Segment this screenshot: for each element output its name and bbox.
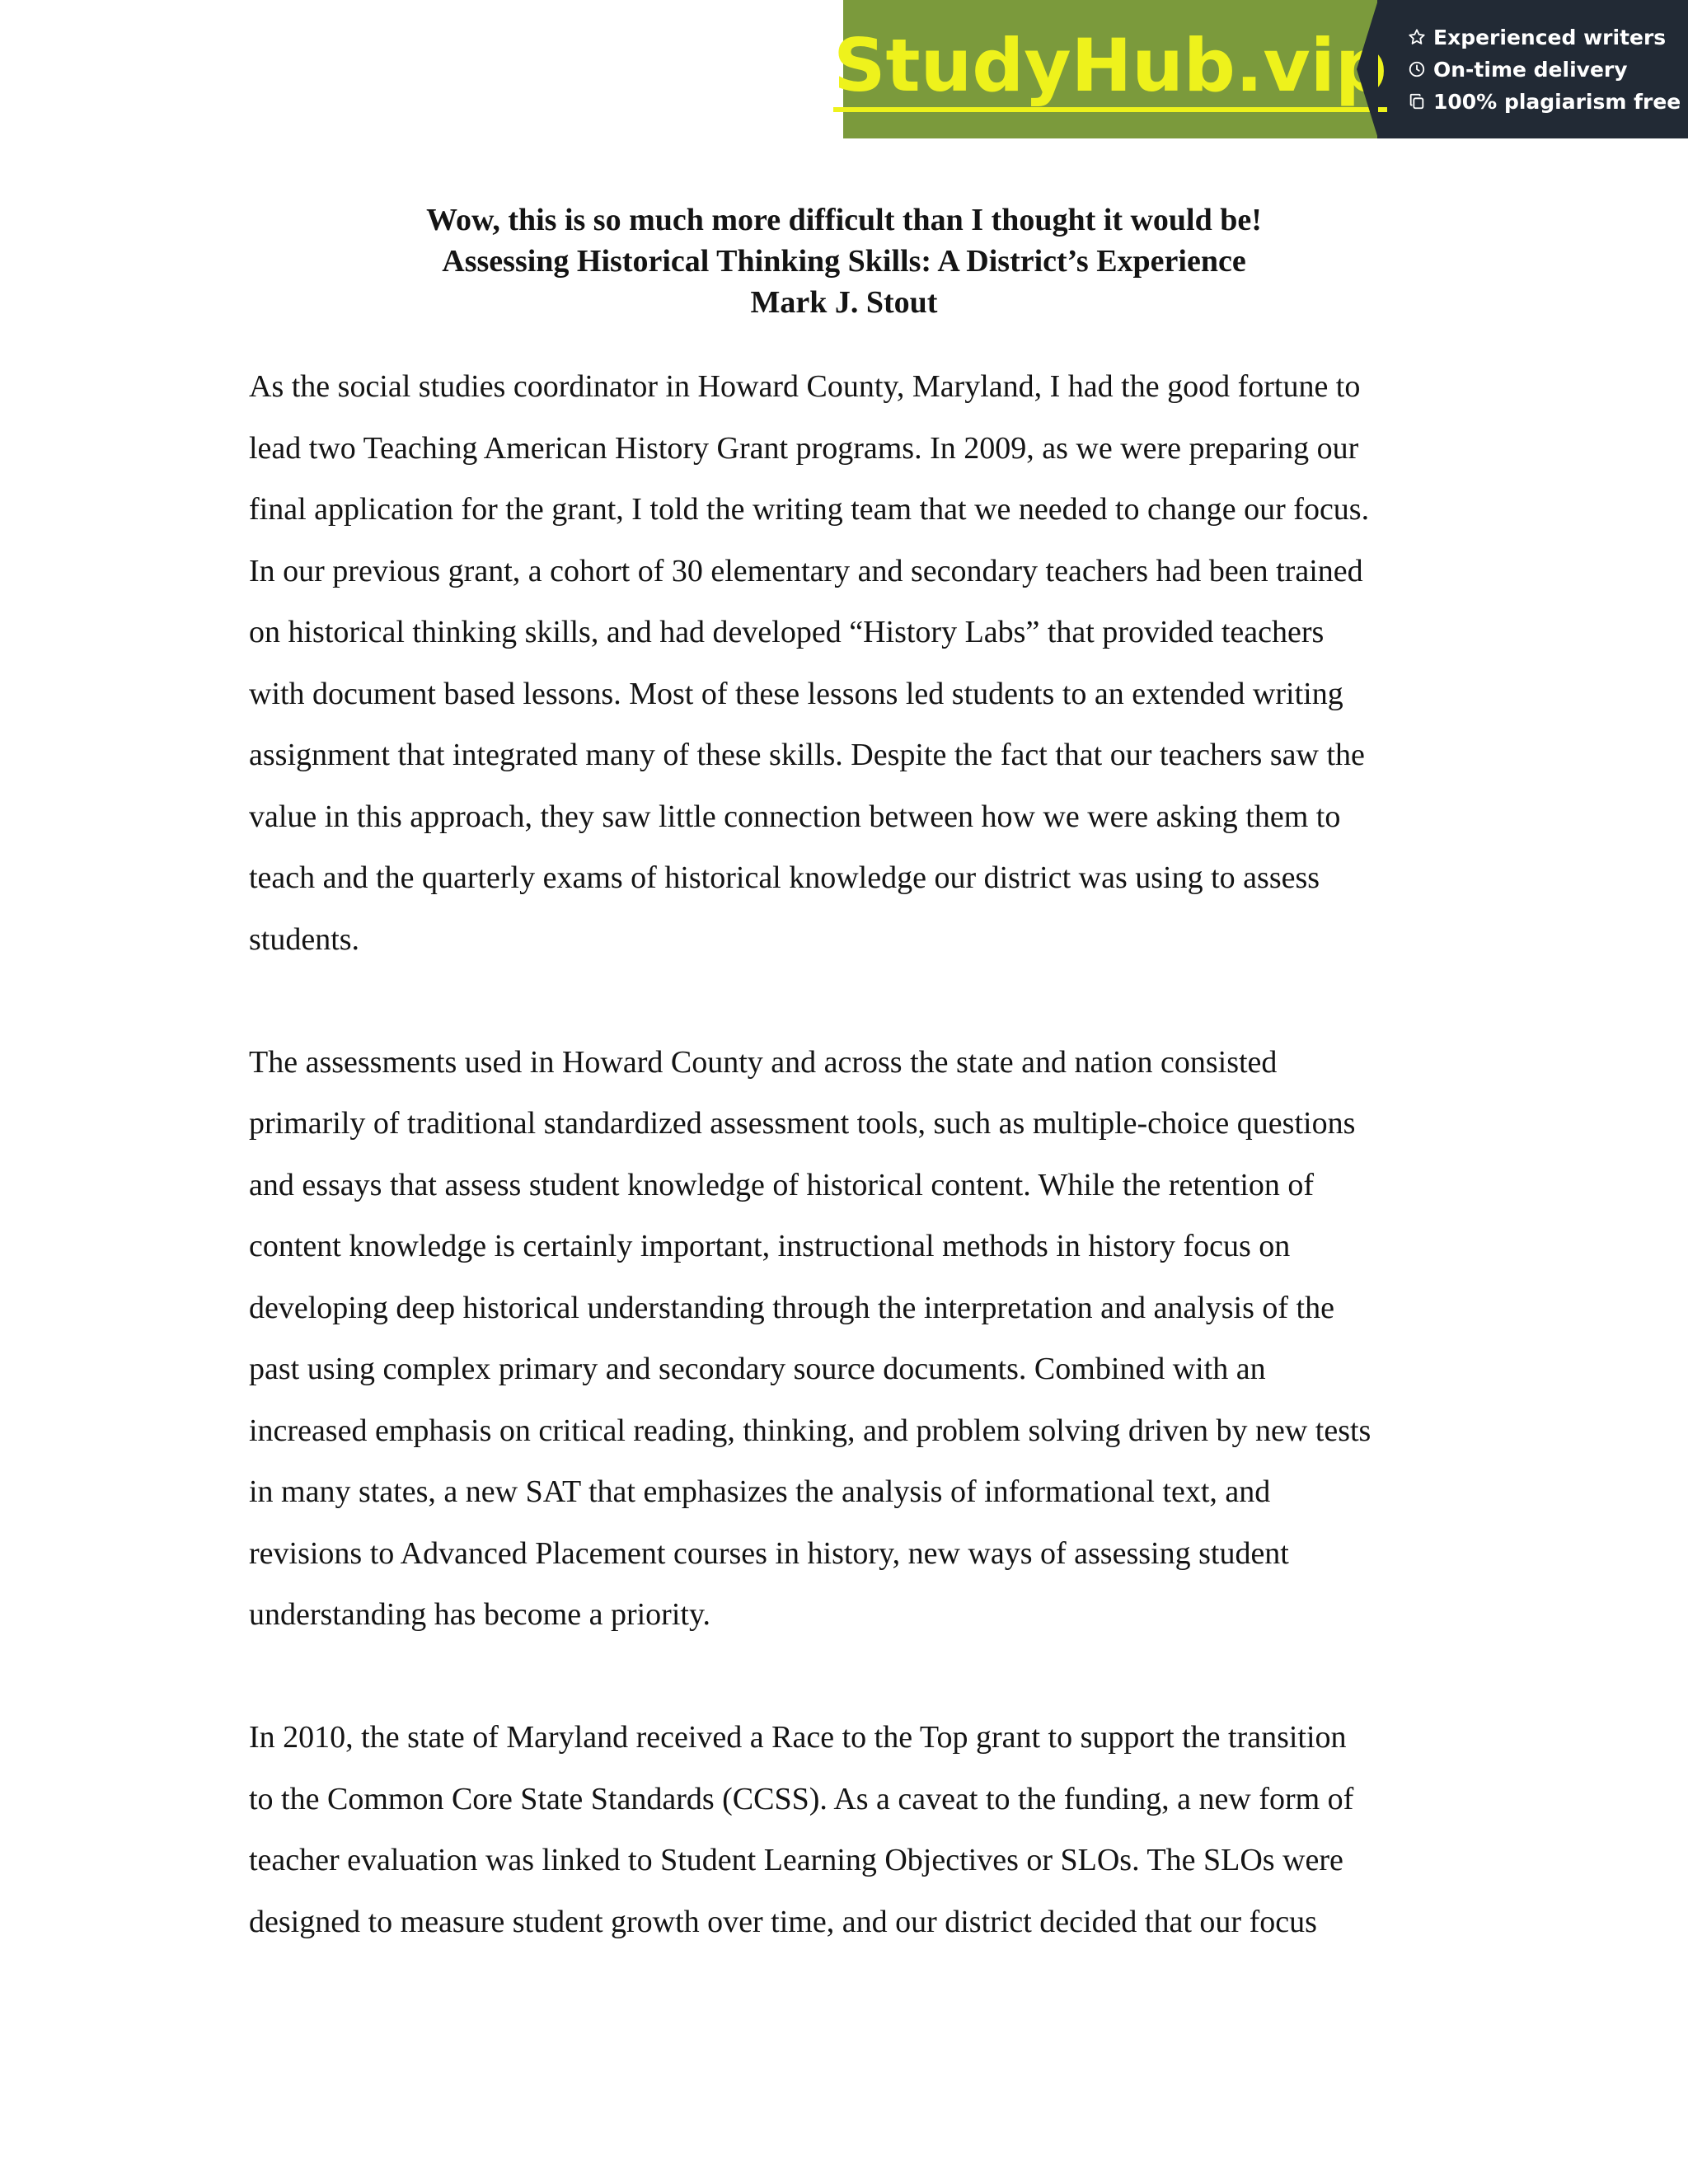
text-line: on historical thinking skills, and had developed “History Labs” that provided teachers <box>249 615 1325 649</box>
brand-name: StudyHub.vip <box>833 30 1387 112</box>
studyhub-logo[interactable] <box>833 0 1387 138</box>
text-line: developing deep historical understanding through the interpretation and analysis of the <box>249 1290 1334 1325</box>
document-header <box>0 199 1688 323</box>
text-line: increased emphasis on critical reading, thinking, and problem solving driven by new tests <box>249 1413 1372 1448</box>
document-body <box>249 356 1452 1952</box>
document-subtitle: Assessing Historical Thinking Skills: A District’s Experience <box>442 244 1246 279</box>
copy-icon <box>1407 91 1427 111</box>
text-line: In our previous grant, a cohort of 30 elementary and secondary teachers had been trained <box>249 553 1363 588</box>
text-line: and essays that assess student knowledge of historical content. While the retention of <box>249 1167 1315 1202</box>
text-line: teach and the quarterly exams of historical knowledge our district was using to assess <box>249 860 1320 895</box>
feature-plagiarism-free <box>1407 90 1688 114</box>
text-line: In 2010, the state of Maryland received a Race to the Top grant to support the transition <box>249 1720 1347 1755</box>
document-title: Wow, this is so much more difficult than I thought it would be! <box>426 203 1262 237</box>
feature-label: On-time delivery <box>1433 57 1628 82</box>
star-icon <box>1407 27 1427 47</box>
text-line: designed to measure student growth over time, and our district decided that our focus <box>249 1904 1317 1939</box>
text-line: teacher evaluation was linked to Student Learning Objectives or SLOs. The SLOs were <box>249 1843 1343 1877</box>
text-line: revisions to Advanced Placement courses in history, new ways of assessing student <box>249 1535 1289 1571</box>
text-line: to the Common Core State Standards (CCSS). As a caveat to the funding, a new form of <box>249 1781 1354 1816</box>
paragraph <box>249 356 1452 970</box>
text-line: As the social studies coordinator in Howard County, Maryland, I had the good fortune to <box>249 369 1361 404</box>
banner-features <box>1377 0 1688 138</box>
document-author: Mark J. Stout <box>750 285 938 320</box>
feature-on-time-delivery <box>1407 58 1688 82</box>
text-line: understanding has become a priority. <box>249 1597 710 1632</box>
feature-experienced-writers <box>1407 26 1688 49</box>
text-line: lead two Teaching American History Grant programs. In 2009, as we were preparing our <box>249 430 1359 466</box>
studyhub-banner[interactable] <box>833 0 1688 138</box>
text-line: primarily of traditional standardized assessment tools, such as multiple-choice questions <box>249 1106 1356 1141</box>
banner-divider <box>1357 0 1378 138</box>
text-line: students. <box>249 921 360 957</box>
paragraph <box>249 1707 1452 1952</box>
feature-label: Experienced writers <box>1433 25 1667 49</box>
paragraph <box>249 1032 1452 1646</box>
text-line: content knowledge is certainly important, instructional methods in history focus on <box>249 1229 1291 1263</box>
text-line: final application for the grant, I told the writing team that we needed to change our focus. <box>249 492 1370 527</box>
text-line: The assessments used in Howard County and across the state and nation consisted <box>249 1044 1278 1080</box>
text-line: assignment that integrated many of these skills. Despite the fact that our teachers saw the <box>249 738 1365 772</box>
text-line: with document based lessons. Most of these lessons led students to an extended writing <box>249 676 1343 711</box>
clock-icon <box>1407 59 1427 79</box>
feature-label: 100% plagiarism free <box>1433 89 1681 114</box>
text-line: past using complex primary and secondary source documents. Combined with an <box>249 1352 1266 1386</box>
text-line: in many states, a new SAT that emphasizes the analysis of informational text, and <box>249 1474 1271 1509</box>
text-line: value in this approach, they saw little connection between how we were asking them to <box>249 799 1341 834</box>
